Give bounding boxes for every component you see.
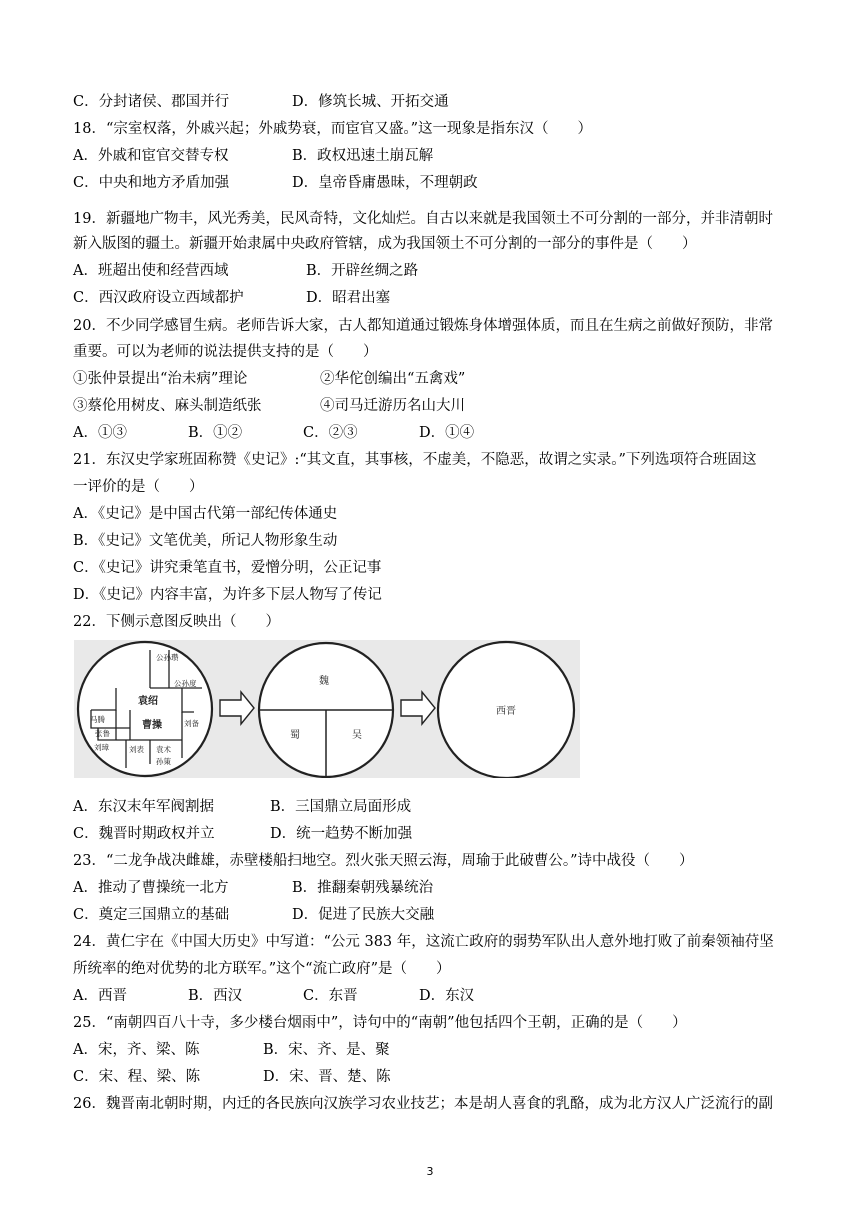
option-a: A．宋，齐、梁、陈 [73, 1042, 200, 1058]
question-21-stem-cont: 一评价的是（ ） [73, 479, 204, 495]
option-b: B．①② [188, 425, 243, 441]
option-b: B．西汉 [188, 988, 243, 1004]
option-c: C．《史记》讲究秉笔直书，爱憎分明，公正记事 [73, 560, 382, 576]
option-d: D．东汉 [419, 988, 475, 1004]
question-19-stem: 19．新疆地广物丰，风光秀美，民风奇特，文化灿烂。自古以来就是我国领土不可分割的一部分，并非清朝时 [73, 211, 773, 227]
label-liu-bei: 刘备 [184, 719, 199, 728]
label-liu-biao: 刘表 [129, 745, 144, 754]
option-d: D．统一趋势不断加强 [270, 826, 413, 842]
label-shu: 蜀 [290, 730, 300, 741]
label-yuan-shu: 袁术 [156, 745, 171, 754]
option-c: C．奠定三国鼎立的基础 [73, 907, 230, 923]
label-liu-zhang: 刘璋 [94, 743, 109, 752]
question-21-stem: 21．东汉史学家班固称赞《史记》:“其文直，其事核，不虚美，不隐恶，故谓之实录。”下列选项符合班固这 [73, 452, 757, 468]
label-gongsun-du: 公孙度 [174, 679, 197, 688]
option-a: A．外戚和宦官交替专权 [73, 148, 229, 164]
question-24-stem: 24．黄仁宇在《中国大历史》中写道：“公元 383 年，这流亡政府的弱势军队出人意外地打败了前秦领袖苻坚 [73, 934, 774, 950]
question-25-stem: 25．“南朝四百八十寺，多少楼台烟雨中”，诗句中的“南朝”他包括四个王朝，正确的是（ ） [73, 1015, 687, 1031]
question-18-stem: 18．“宗室权落，外戚兴起；外戚势衰，而宦官又盛。”这一现象是指东汉（ ） [73, 121, 593, 137]
option-c: C．②③ [303, 425, 358, 441]
option-a: A．班超出使和经营西域 [73, 263, 229, 279]
question-20-stem: 20．不少同学感冒生病。老师告诉大家，古人都知道通过锻炼身体增强体质，而且在生病之前做好预防，非常 [73, 318, 773, 334]
option-d: D．昭君出塞 [306, 290, 391, 306]
option-a: A．《史记》是中国古代第一部纪传体通史 [73, 506, 338, 522]
label-ma-teng: 马腾 [90, 715, 105, 724]
label-gongsun-zan: 公孙瓒 [156, 653, 179, 662]
statement-1: ①张仲景提出“治未病”理论 [73, 371, 248, 387]
circle-han-warlords [78, 642, 212, 776]
diagram-svg [74, 640, 580, 778]
question-19-stem-cont: 新入版图的疆土。新疆开始隶属中央政府管辖，成为我国领土不可分割的一部分的事件是（ ） [73, 236, 697, 252]
statement-3: ③蔡伦用树皮、麻头制造纸张 [73, 398, 262, 414]
option-d: D．①④ [419, 425, 475, 441]
option-d: D．《史记》内容丰富，为许多下层人物写了传记 [73, 587, 382, 603]
question-24-stem-cont: 所统率的绝对优势的北方联军。”这个“流亡政府”是（ ） [73, 961, 451, 977]
label-sun-ce: 孙策 [156, 757, 171, 766]
option-b: B．《史记》文笔优美，所记人物形象生动 [73, 533, 338, 549]
history-diagram [74, 640, 580, 778]
question-23-stem: 23．“二龙争战决雌雄，赤壁楼船扫地空。烈火张天照云海，周瑜于此破曹公。”诗中战役（ ） [73, 853, 694, 869]
label-western-jin: 西晋 [496, 706, 516, 717]
option-c: C．宋、程、梁、陈 [73, 1069, 201, 1085]
option-b: B．推翻秦朝残暴统治 [292, 880, 434, 896]
option-b: B．三国鼎立局面形成 [270, 799, 412, 815]
statement-2: ②华佗创编出“五禽戏” [320, 371, 466, 387]
option-a: A．推动了曹操统一北方 [73, 880, 229, 896]
option-c: C．魏晋时期政权并立 [73, 826, 215, 842]
option-b: B．政权迅速土崩瓦解 [292, 148, 434, 164]
label-wu: 吴 [352, 730, 362, 741]
page-number: 3 [426, 1165, 434, 1178]
option-b: B．宋、齐、是、聚 [263, 1042, 390, 1058]
option-a: A．东汉末年军阀割据 [73, 799, 214, 815]
option-d: D．宋、晋、楚、陈 [263, 1069, 391, 1085]
option-d: D．修筑长城、开拓交通 [292, 94, 449, 110]
option-a: A．①③ [73, 425, 127, 441]
label-yuan-shao: 袁绍 [138, 696, 158, 707]
label-cao-cao: 曹操 [142, 720, 162, 731]
label-zhang-lu: 张鲁 [95, 729, 110, 738]
option-a: A．西晋 [73, 988, 127, 1004]
option-b: B．开辟丝绸之路 [306, 263, 419, 279]
question-20-stem-cont: 重要。可以为老师的说法提供支持的是（ ） [73, 344, 378, 360]
question-26-stem: 26．魏晋南北朝时期，内迁的各民族向汉族学习农业技艺；本是胡人喜食的乳酪，成为北方汉人广泛流行的副 [73, 1096, 773, 1112]
option-d: D．皇帝昏庸愚昧，不理朝政 [292, 175, 478, 191]
statement-4: ④司马迁游历名山大川 [320, 398, 465, 414]
option-c: C．中央和地方矛盾加强 [73, 175, 230, 191]
option-d: D．促进了民族大交融 [292, 907, 435, 923]
option-c: C．东晋 [303, 988, 358, 1004]
option-c: C．西汉政府设立西域都护 [73, 290, 244, 306]
label-wei: 魏 [319, 676, 329, 687]
option-c: C．分封诸侯、郡国并行 [73, 94, 230, 110]
question-22-stem: 22．下侧示意图反映出（ ） [73, 614, 280, 630]
